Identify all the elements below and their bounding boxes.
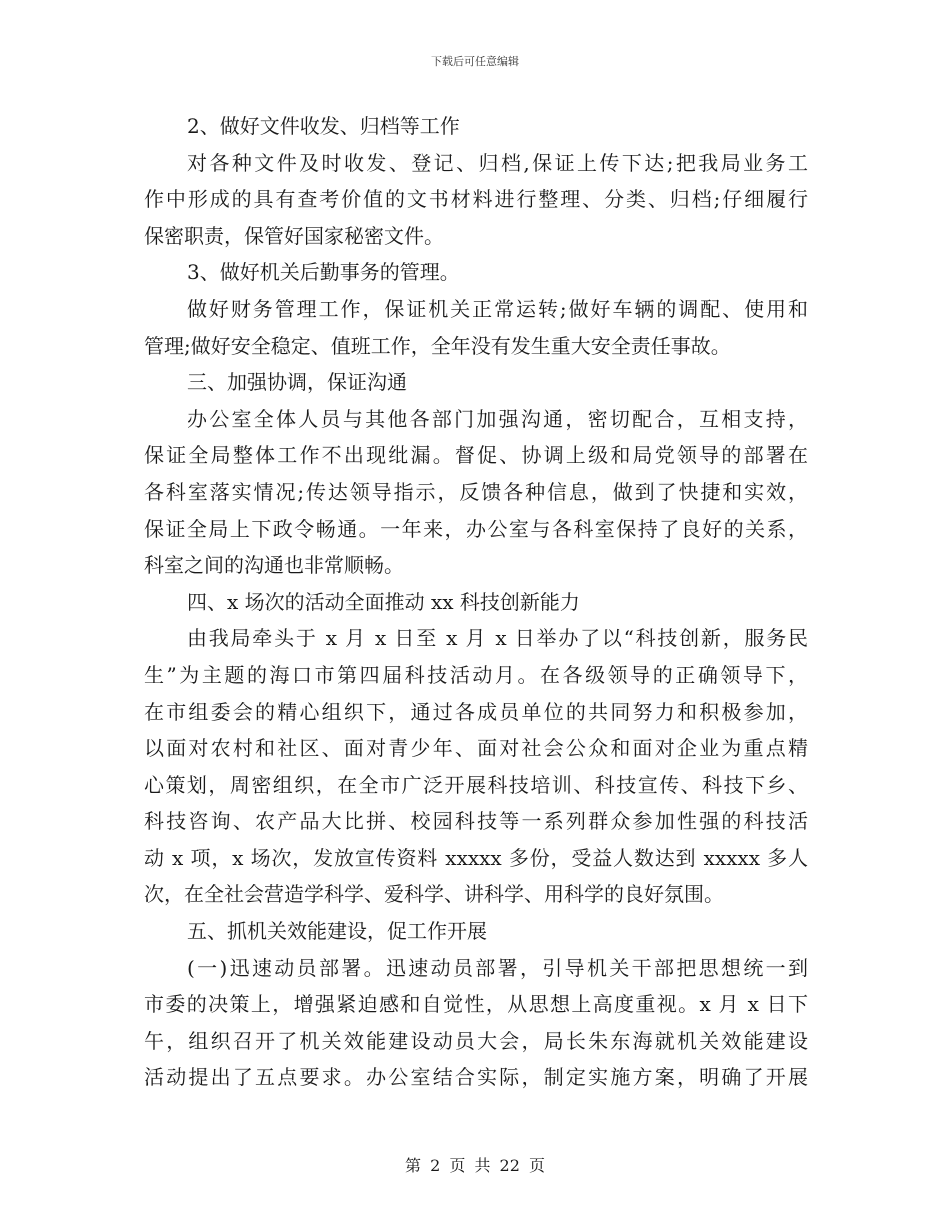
text-line: 三、加强协调，保证沟通	[187, 370, 407, 395]
text-line: 各科室落实情况;传达领导指示，反馈各种信息，做到了快捷和实效，	[144, 479, 808, 504]
text-line: 在市组委会的精心组织下，通过各成员单位的共同努力和积极参加，	[144, 699, 808, 724]
text-line: 生”为主题的海口市第四届科技活动月。在各级领导的正确领导下，	[144, 662, 808, 687]
text-line: 活动提出了五点要求。办公室结合实际，制定实施方案，明确了开展	[144, 1065, 808, 1090]
text-line: 午，组织召开了机关效能建设动员大会，局长朱东海就机关效能建设	[144, 1028, 808, 1053]
text-line: 科技咨询、农产品大比拼、校园科技等一系列群众参加性强的科技活	[144, 809, 808, 834]
text-line: 作中形成的具有查考价值的文书材料进行整理、分类、归档;仔细履行	[144, 187, 808, 212]
text-line: (一)迅速动员部署。迅速动员部署，引导机关干部把思想统一到	[187, 955, 808, 980]
text-line: 心策划，周密组织，在全市广泛开展科技培训、科技宣传、科技下乡、	[144, 772, 808, 797]
text-line: 做好财务管理工作，保证机关正常运转;做好车辆的调配、使用和	[187, 296, 808, 321]
page-header: 下载后可任意编辑	[431, 55, 519, 68]
text-line: 2、做好文件收发、归档等工作	[187, 114, 460, 138]
text-line: 次，在全社会营造学科学、爱科学、讲科学、用科学的良好氛围。	[144, 882, 724, 907]
document-body	[144, 108, 808, 1096]
page-footer: 第 2 页 共 22 页	[405, 1156, 545, 1175]
text-line: 对各种文件及时收发、登记、归档,保证上传下达;把我局业务工	[187, 150, 808, 175]
text-line: 保证全局整体工作不出现纰漏。督促、协调上级和局党领导的部署在	[144, 443, 808, 468]
text-line: 市委的决策上，增强紧迫感和自觉性，从思想上高度重视。x 月 x 日下	[144, 992, 808, 1017]
text-line: 管理;做好安全稳定、值班工作，全年没有发生重大安全责任事故。	[144, 333, 731, 358]
text-line: 五、抓机关效能建设，促工作开展	[187, 919, 487, 944]
text-line: 科室之间的沟通也非常顺畅。	[144, 553, 404, 578]
text-line: 四、x 场次的活动全面推动 xx 科技创新能力	[187, 589, 580, 614]
text-line: 3、做好机关后勤事务的管理。	[187, 260, 460, 285]
text-line: 办公室全体人员与其他各部门加强沟通，密切配合，互相支持，	[187, 406, 808, 431]
text-line: 动 x 项，x 场次，发放宣传资料 xxxxx 多份，受益人数达到 xxxxx 多人	[144, 845, 808, 870]
text-line: 由我局牵头于 x 月 x 日至 x 月 x 日举办了以“科技创新，服务民	[187, 626, 808, 651]
text-line: 以面对农村和社区、面对青少年、面对社会公众和面对企业为重点精	[144, 736, 808, 761]
text-line: 保密职责，保管好国家秘密文件。	[144, 223, 444, 248]
text-line: 保证全局上下政令畅通。一年来，办公室与各科室保持了良好的关系，	[144, 516, 808, 541]
